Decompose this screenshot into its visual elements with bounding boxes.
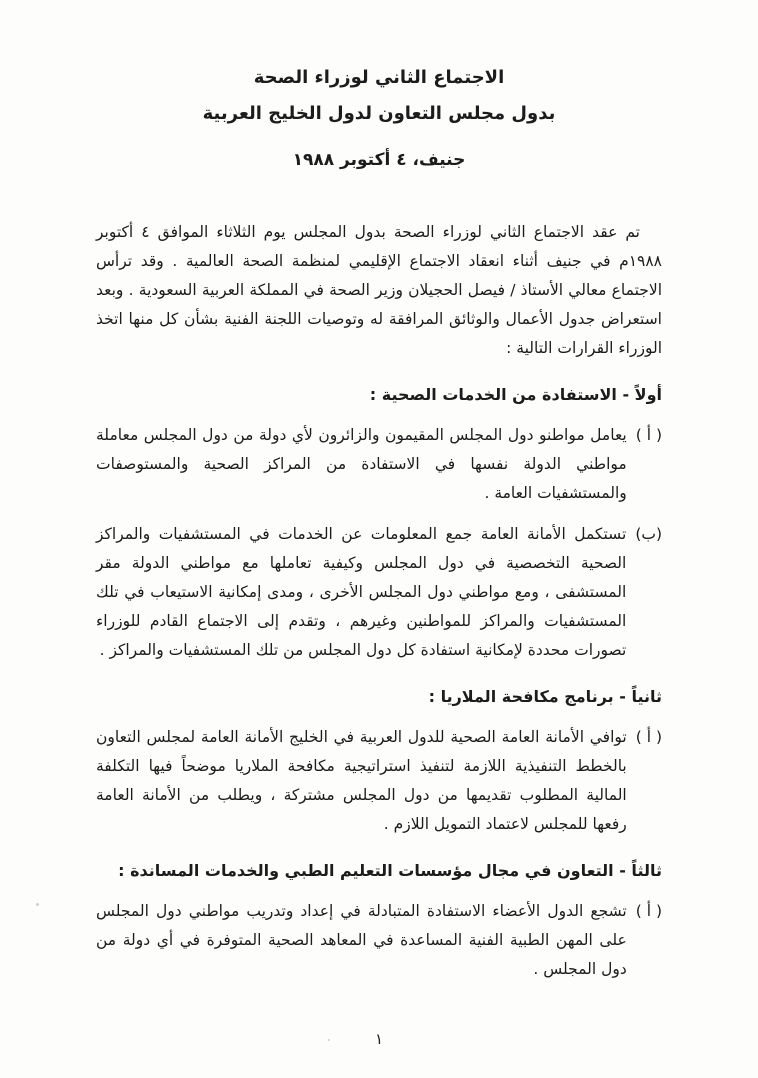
item-marker: ( أ ) (635, 902, 662, 920)
scan-speck (328, 1039, 330, 1041)
document-header (96, 60, 662, 170)
document-title-line-1: الاجتماع الثاني لوزراء الصحة (253, 67, 505, 88)
decision-item (96, 520, 662, 665)
item-text: تشجع الدول الأعضاء الاستفادة المتبادلة في إعداد وتدريب مواطني دول المجلس على المهن الطبية الفنية المساعدة في المعاهد الصحية المتوفرة في أي دولة من دول المجلس . (96, 902, 627, 978)
item-marker: ( أ ) (635, 728, 662, 746)
item-text: يعامل مواطنو دول المجلس المقيمون والزائرون لأي دولة من دول المجلس معاملة مواطني الدولة نفسها في الاستفادة من المراكز الصحية والمستوصفات والمستشفيات العامة . (96, 426, 627, 502)
decision-item (96, 723, 662, 839)
meeting-date: جنيف، ٤ أكتوبر ١٩٨٨ (292, 150, 466, 170)
section-heading-third: ثالثاً - التعاون في مجال مؤسسات التعليم الطبي والخدمات المساندة : (118, 861, 662, 880)
item-text: تستكمل الأمانة العامة جمع المعلومات عن الخدمات في المستشفيات والمراكز الصحية التخصصية في دول المجلس وكيفية تعاملها مع مواطني الدولة مقر المستشفى ، ومع مواطني دول المجلس الأخرى ، ومدى إمكانية الاستيعاب في تلك المستشفيات والمراكز للمواطنين وغيرهم ، وتقدم إلى الاجتماع القادم للوزراء تصورات محددة لإمكانية استفادة كل دول المجلس من تلك المستشفيات والمراكز . (96, 525, 627, 659)
item-marker: (ب) (635, 525, 662, 543)
section-heading-first: أولاً - الاستفادة من الخدمات الصحية : (369, 385, 662, 404)
item-text: توافي الأمانة العامة الصحية للدول العربية في الخليج الأمانة العامة لمجلس التعاون بالخطط التنفيذية اللازمة لتنفيذ استراتيجية مكافحة الملاريا موضحاً فيها التكلفة المالية المطلوب تقديمها من دول المجلس مشتركة ، ويطلب من الأمانة العامة رفعها للمجلس لاعتماد التمويل اللازم . (96, 728, 627, 833)
item-marker: ( أ ) (635, 426, 662, 444)
decision-item (96, 421, 662, 508)
section-heading-second: ثانياً - برنامج مكافحة الملاريا : (428, 687, 662, 706)
scan-speck (36, 903, 39, 906)
intro-paragraph: تم عقد الاجتماع الثاني لوزراء الصحة بدول المجلس يوم الثلاثاء الموافق ٤ أكتوبر ١٩٨٨م في جنيف أثناء انعقاد الاجتماع الإقليمي لمنظمة الصحة العالمية . وقد ترأس الاجتماع معالي الأستاذ / فيصل الحجيلان وزير الصحة في المملكة العربية السعودية . وبعد استعراض جدول الأعمال والوثائق المرافقة له وتوصيات اللجنة الفنية بشأن كل منها اتخذ الوزراء القرارات التالية : (96, 223, 662, 357)
document-title-line-2: بدول مجلس التعاون لدول الخليج العربية (202, 103, 556, 124)
page-number: ١ (374, 1030, 384, 1048)
decision-item (96, 897, 662, 984)
